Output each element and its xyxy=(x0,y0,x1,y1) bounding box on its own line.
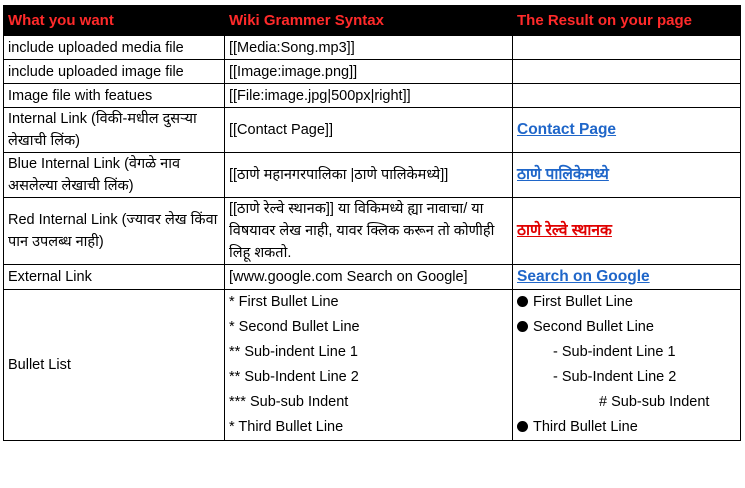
want-cell: Image file with featues xyxy=(4,84,225,108)
result-cell xyxy=(513,36,741,60)
table-row xyxy=(4,36,741,60)
external-google-link[interactable]: Search on Google xyxy=(517,268,650,285)
table-row xyxy=(4,60,741,84)
header-result: The Result on your page xyxy=(513,6,741,36)
syntax-line: ** Sub-Indent Line 2 xyxy=(229,369,359,385)
red-internal-link[interactable]: ठाणे रेल्वे स्थानक xyxy=(517,222,612,239)
want-cell: Internal Link (विकी-मधील दुसऱ्या लेखाची लिंक) xyxy=(4,108,225,153)
blue-internal-link[interactable]: ठाणे पालिकेमध्ये xyxy=(517,166,609,183)
table-row xyxy=(4,108,741,153)
syntax-cell: [[ठाणे रेल्वे स्थानक]] या विकिमध्ये ह्या नावाचा/ या विषयावर लेख नाही, यावर क्लिक करून तो कोणीही लिहू शकतो. xyxy=(225,198,513,265)
header-wiki-syntax: Wiki Grammer Syntax xyxy=(225,6,513,36)
bullet-dot-icon xyxy=(517,421,528,432)
syntax-cell: [[Image:image.png]] xyxy=(225,60,513,84)
header-what-you-want: What you want xyxy=(4,6,225,36)
table-row xyxy=(4,265,741,290)
want-cell: include uploaded image file xyxy=(4,60,225,84)
header-row xyxy=(4,6,741,36)
bullet-result-cell xyxy=(513,290,741,441)
want-cell: External Link xyxy=(4,265,225,290)
wiki-syntax-table xyxy=(3,5,741,441)
syntax-line: ** Sub-indent Line 1 xyxy=(229,344,358,360)
want-cell: Bullet List xyxy=(4,290,225,441)
sub-bullet-item: - Sub-indent Line 1 xyxy=(553,344,676,360)
want-cell: Red Internal Link (ज्यावर लेख किंवा पान उपलब्ध नाही) xyxy=(4,198,225,265)
sub-bullet-item: - Sub-Indent Line 2 xyxy=(553,369,677,385)
result-cell xyxy=(513,84,741,108)
result-cell xyxy=(513,265,741,290)
bullet-item: First Bullet Line xyxy=(517,290,736,315)
want-cell: include uploaded media file xyxy=(4,36,225,60)
sub-sub-bullet-item: # Sub-sub Indent xyxy=(599,394,710,410)
bullet-dot-icon xyxy=(517,296,528,307)
table-row xyxy=(4,153,741,198)
syntax-line: * Third Bullet Line xyxy=(229,419,344,435)
result-cell xyxy=(513,60,741,84)
result-cell xyxy=(513,153,741,198)
bullet-item: Third Bullet Line xyxy=(517,415,736,440)
syntax-cell: [[Contact Page]] xyxy=(225,108,513,153)
syntax-cell: [[ठाणे महानगरपालिका |ठाणे पालिकेमध्ये]] xyxy=(225,153,513,198)
syntax-cell: [[Media:Song.mp3]] xyxy=(225,36,513,60)
result-cell xyxy=(513,198,741,265)
syntax-line: * First Bullet Line xyxy=(229,294,339,310)
bullet-item: Second Bullet Line xyxy=(517,315,736,340)
table-row xyxy=(4,198,741,265)
bullet-syntax-cell xyxy=(225,290,513,441)
bullet-row xyxy=(4,290,741,441)
syntax-line: *** Sub-sub Indent xyxy=(229,394,349,410)
result-cell xyxy=(513,108,741,153)
want-cell: Blue Internal Link (वेगळे नाव असलेल्या लेखाची लिंक) xyxy=(4,153,225,198)
syntax-cell: [www.google.com Search on Google] xyxy=(225,265,513,290)
contact-page-link[interactable]: Contact Page xyxy=(517,121,617,138)
syntax-line: * Second Bullet Line xyxy=(229,319,360,335)
table-row xyxy=(4,84,741,108)
syntax-cell: [[File:image.jpg|500px|right]] xyxy=(225,84,513,108)
bullet-dot-icon xyxy=(517,321,528,332)
